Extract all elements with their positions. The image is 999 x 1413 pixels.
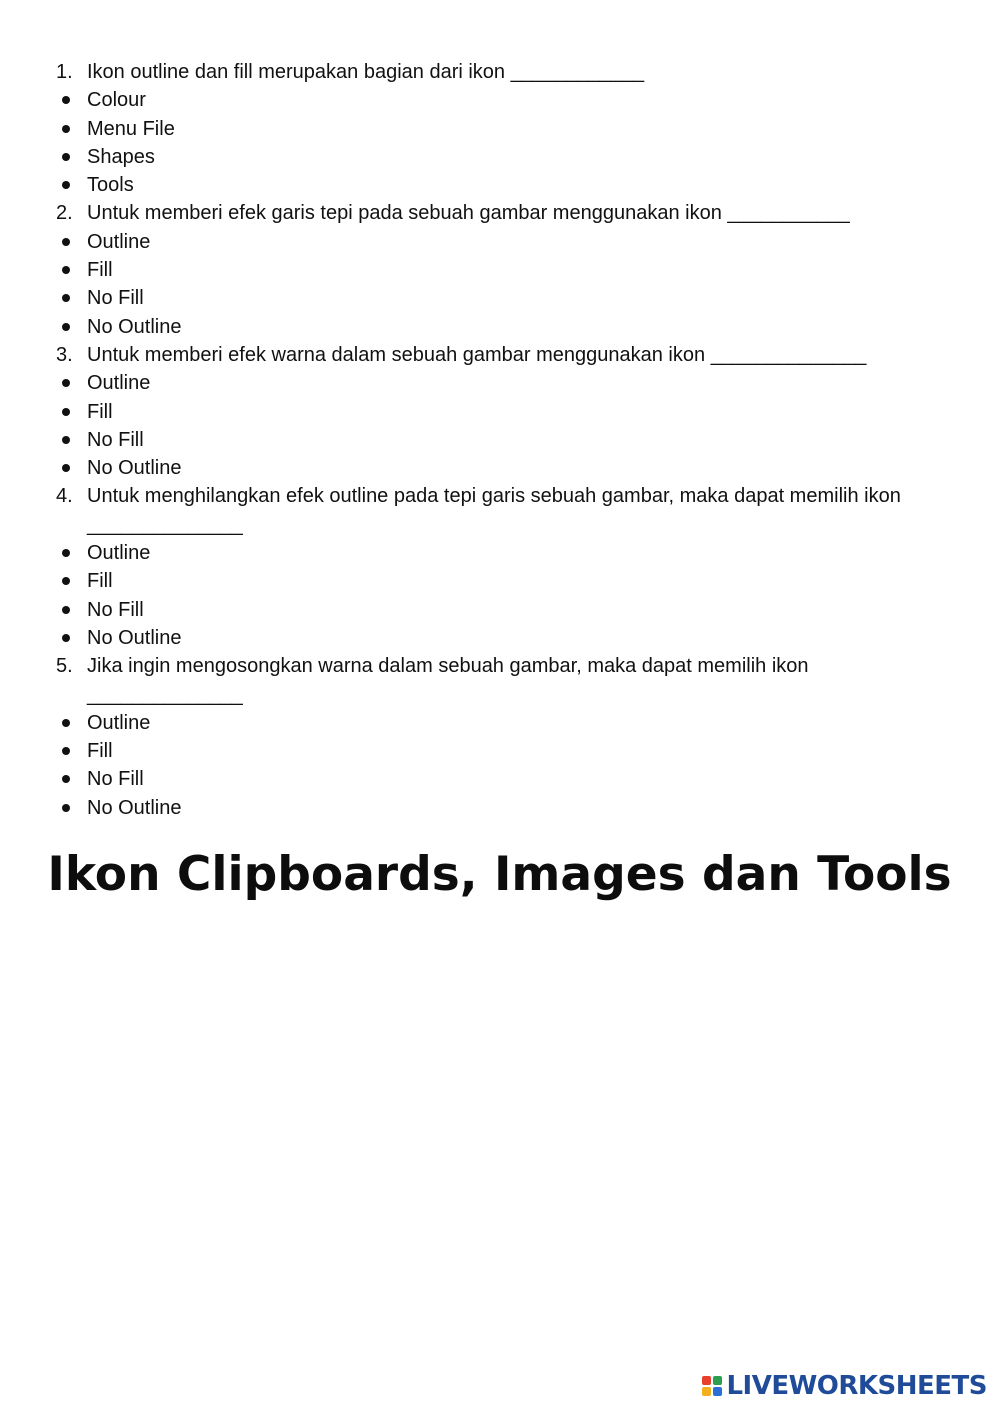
- option-label: Menu File: [87, 117, 175, 140]
- option-item[interactable]: [0, 256, 999, 284]
- answer-blank[interactable]: ____________: [510, 61, 645, 83]
- bullet-icon: [62, 238, 70, 246]
- option-label: Fill: [87, 740, 113, 763]
- question-1: [0, 58, 999, 86]
- option-label: Fill: [87, 400, 113, 423]
- option-label: Fill: [87, 259, 113, 282]
- question-text: [87, 482, 927, 539]
- bullet-icon: [62, 436, 70, 444]
- option-item[interactable]: [0, 115, 999, 143]
- bullet-icon: [62, 96, 70, 104]
- option-label: Outline: [87, 372, 151, 395]
- option-label: No Fill: [87, 598, 144, 621]
- question-4: [0, 482, 999, 539]
- bullet-icon: [62, 606, 70, 614]
- bullet-icon: [62, 379, 70, 387]
- question-3-text: Untuk memberi efek warna dalam sebuah gambar menggunakan ikon: [87, 343, 706, 366]
- bullet-icon: [62, 634, 70, 642]
- logo-square: [713, 1376, 722, 1385]
- option-label: Colour: [87, 89, 146, 112]
- quiz-list: [0, 58, 999, 822]
- question-text: [87, 341, 866, 369]
- bullet-icon: [62, 464, 70, 472]
- option-item[interactable]: [0, 624, 999, 652]
- answer-blank[interactable]: ______________: [87, 513, 243, 536]
- option-item[interactable]: [0, 567, 999, 595]
- logo-square: [702, 1376, 711, 1385]
- option-item[interactable]: [0, 539, 999, 567]
- liveworksheets-logo-icon: [702, 1376, 722, 1396]
- option-label: Shapes: [87, 145, 155, 168]
- option-label: Fill: [87, 570, 113, 593]
- question-number: 2.: [56, 202, 73, 225]
- option-label: Tools: [87, 174, 134, 197]
- question-text: [87, 652, 867, 709]
- page-title: Ikon Clipboards, Images dan Tools: [47, 847, 952, 902]
- option-label: Outline: [87, 230, 151, 253]
- option-label: No Fill: [87, 768, 144, 791]
- answer-blank[interactable]: ___________: [727, 202, 850, 225]
- brand-name: LIVEWORKSHEETS: [726, 1371, 987, 1401]
- bullet-icon: [62, 323, 70, 331]
- answer-blank[interactable]: ______________: [87, 683, 243, 706]
- question-number: 1.: [56, 61, 73, 83]
- option-item[interactable]: [0, 426, 999, 454]
- question-3: [0, 341, 999, 369]
- option-item[interactable]: [0, 228, 999, 256]
- option-item[interactable]: [0, 398, 999, 426]
- option-item[interactable]: [0, 171, 999, 199]
- option-label: No Fill: [87, 428, 144, 451]
- option-label: Outline: [87, 711, 151, 734]
- option-label: Outline: [87, 542, 151, 565]
- option-item[interactable]: [0, 596, 999, 624]
- bullet-icon: [62, 408, 70, 416]
- bullet-icon: [62, 549, 70, 557]
- option-label: No Fill: [87, 287, 144, 310]
- option-item[interactable]: [0, 86, 999, 114]
- question-2-text: Untuk memberi efek garis tepi pada sebuah gambar menggunakan ikon: [87, 202, 722, 225]
- bullet-icon: [62, 266, 70, 274]
- question-4-text: Untuk menghilangkan efek outline pada tepi garis sebuah gambar, maka dapat memilih ikon: [87, 485, 901, 508]
- question-1-text: Ikon outline dan fill merupakan bagian dari ikon: [87, 61, 506, 83]
- logo-square: [702, 1387, 711, 1396]
- question-text: [87, 58, 644, 86]
- bullet-icon: [62, 577, 70, 585]
- question-number: 4.: [56, 485, 73, 508]
- option-label: No Outline: [87, 626, 182, 649]
- option-label: No Outline: [87, 796, 182, 819]
- option-item[interactable]: [0, 369, 999, 397]
- question-5-text: Jika ingin mengosongkan warna dalam sebuah gambar, maka dapat memilih ikon: [87, 655, 809, 678]
- option-item[interactable]: [0, 737, 999, 765]
- option-item[interactable]: [0, 454, 999, 482]
- brand-watermark: [702, 1371, 987, 1401]
- question-2: [0, 199, 999, 227]
- bullet-icon: [62, 181, 70, 189]
- bullet-icon: [62, 775, 70, 783]
- bullet-icon: [62, 125, 70, 133]
- logo-square: [713, 1387, 722, 1396]
- option-label: No Outline: [87, 315, 182, 338]
- question-number: 5.: [56, 655, 73, 678]
- bullet-icon: [62, 294, 70, 302]
- bullet-icon: [62, 153, 70, 161]
- option-item[interactable]: [0, 284, 999, 312]
- option-label: No Outline: [87, 457, 182, 480]
- option-item[interactable]: [0, 143, 999, 171]
- bullet-icon: [62, 747, 70, 755]
- option-item[interactable]: [0, 313, 999, 341]
- bullet-icon: [62, 804, 70, 812]
- question-5: [0, 652, 999, 709]
- question-text: [87, 199, 850, 227]
- option-item[interactable]: [0, 709, 999, 737]
- question-number: 3.: [56, 343, 73, 366]
- bullet-icon: [62, 719, 70, 727]
- option-item[interactable]: [0, 765, 999, 793]
- option-item[interactable]: [0, 794, 999, 822]
- answer-blank[interactable]: ______________: [710, 343, 867, 366]
